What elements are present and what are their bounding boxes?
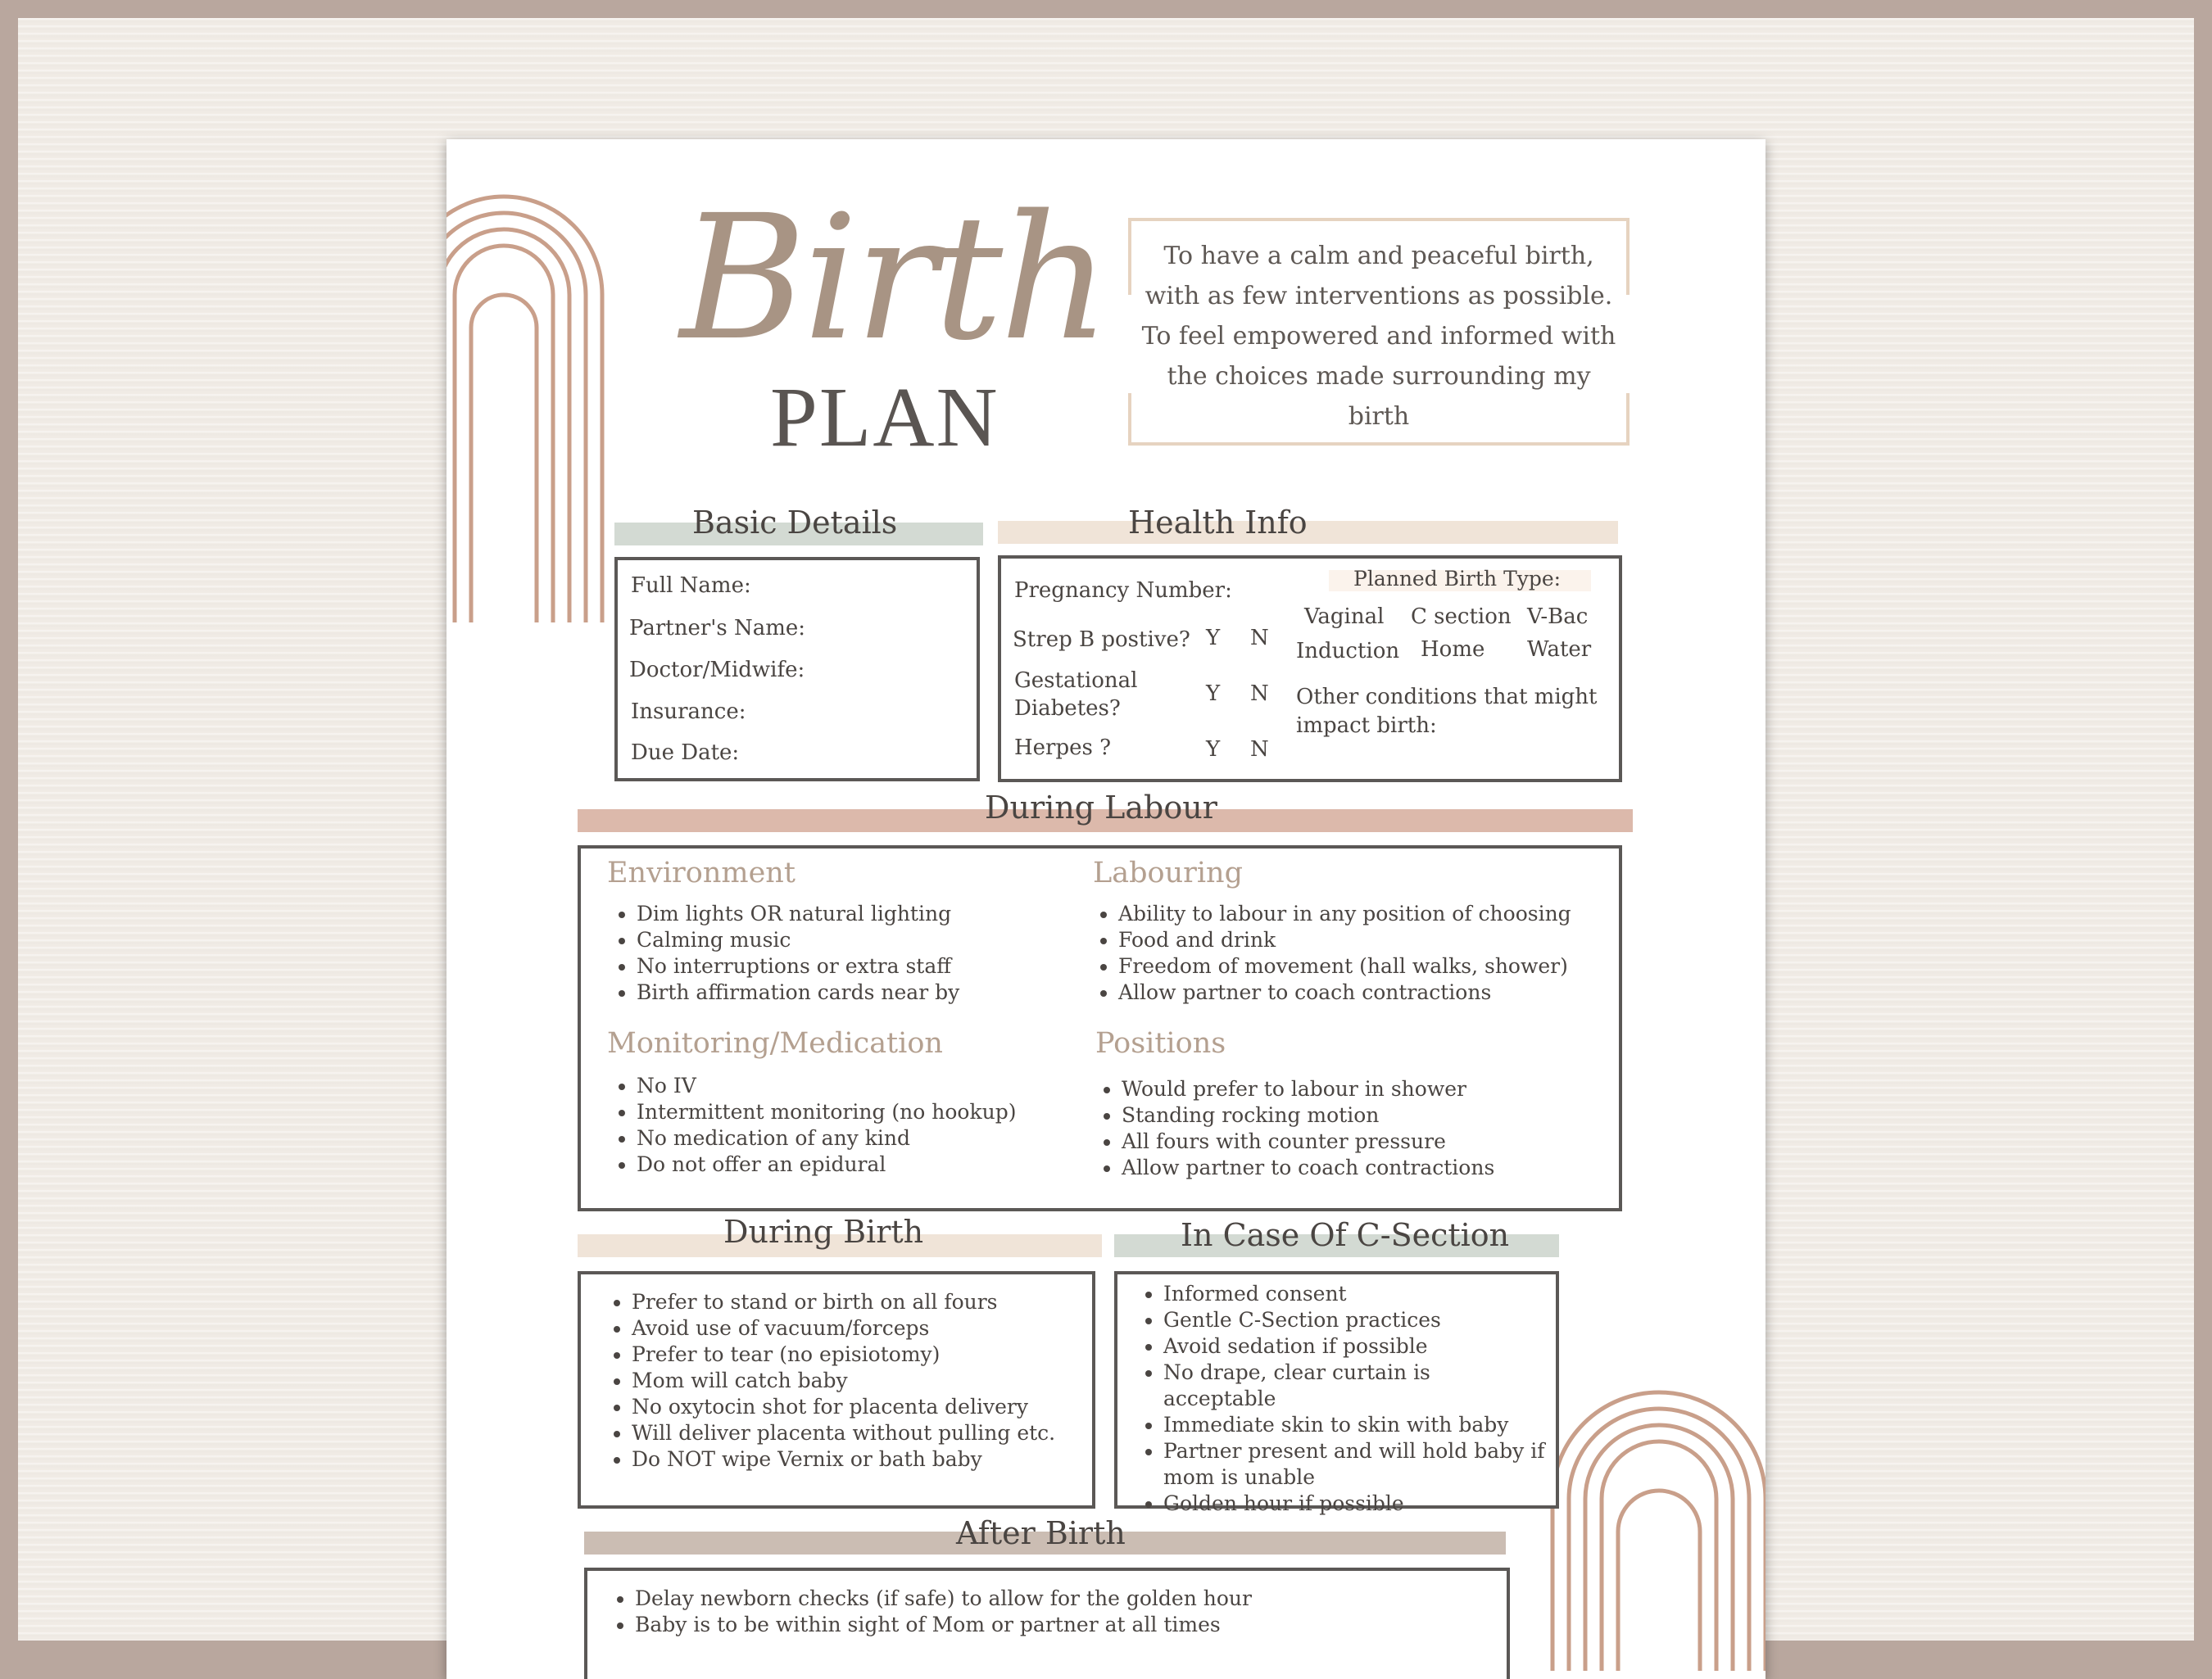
insurance-field[interactable]: Insurance:: [631, 699, 746, 724]
after-birth-title: After Birth: [956, 1515, 1126, 1551]
gestational-diabetes-label: Gestational Diabetes?: [1014, 668, 1138, 721]
during-birth-box: [578, 1271, 1095, 1509]
list-item: • Mom will catch baby: [632, 1368, 1055, 1394]
list-item: • Would prefer to labour in shower: [1122, 1076, 1494, 1102]
labouring-heading: Labouring: [1093, 857, 1243, 889]
birth-plan-page: [446, 139, 1766, 1679]
herpes-no[interactable]: N: [1250, 737, 1269, 762]
list-item: • Do not offer an epidural: [637, 1152, 1016, 1178]
health-info-box: [998, 555, 1622, 782]
birth-type-home[interactable]: Home: [1421, 637, 1485, 662]
list-item: • Standing rocking motion: [1122, 1102, 1494, 1129]
labouring-list: [1090, 901, 1571, 1006]
list-item: • Gentle C-Section practices: [1163, 1307, 1548, 1333]
list-item: • Ability to labour in any position of choosing: [1118, 901, 1571, 927]
basic-details-box: [614, 557, 980, 781]
list-item: • No drape, clear curtain is acceptable: [1163, 1360, 1548, 1412]
list-item: • Do NOT wipe Vernix or bath baby: [632, 1446, 1055, 1473]
basic-details-title: Basic Details: [692, 505, 898, 541]
birth-goal-text: To have a calm and peaceful birth, with as few interventions as possible. To feel empowered and informed with the choices made surrounding my birth: [1141, 242, 1616, 431]
list-item: • All fours with counter pressure: [1122, 1129, 1494, 1155]
strep-b-label: Strep B postive?: [1013, 627, 1190, 652]
title-birth-script: Birth: [680, 178, 1108, 378]
list-item: • Prefer to tear (no episiotomy): [632, 1342, 1055, 1368]
birth-goal-box: [1128, 218, 1630, 446]
list-item: • Baby is to be within sight of Mom or partner at all times: [635, 1612, 1252, 1638]
monitoring-medication-list: [609, 1073, 1016, 1178]
environment-heading: Environment: [607, 857, 796, 889]
list-item: • Delay newborn checks (if safe) to allow for the golden hour: [635, 1586, 1252, 1612]
list-item: • Avoid use of vacuum/forceps: [632, 1315, 1055, 1342]
list-item: • No IV: [637, 1073, 1016, 1099]
list-item: • Food and drink: [1118, 927, 1571, 953]
list-item: • Prefer to stand or birth on all fours: [632, 1289, 1055, 1315]
list-item: • Freedom of movement (hall walks, shower): [1118, 953, 1571, 980]
list-item: • Dim lights OR natural lighting: [637, 901, 959, 927]
full-name-field[interactable]: Full Name:: [631, 573, 751, 598]
birth-type-vaginal[interactable]: Vaginal: [1304, 604, 1385, 629]
birth-type-induction[interactable]: Induction: [1296, 639, 1400, 663]
list-item: • Partner present and will hold baby if mom is unable: [1163, 1438, 1548, 1491]
health-info-title: Health Info: [1128, 505, 1308, 541]
c-section-box: [1114, 1271, 1559, 1515]
environment-list: [609, 901, 959, 1006]
herpes-yes[interactable]: Y: [1206, 737, 1221, 762]
list-item: • Informed consent: [1163, 1281, 1548, 1307]
birth-type-water[interactable]: Water: [1527, 637, 1592, 662]
c-section-title: In Case Of C-Section: [1181, 1217, 1510, 1253]
list-item: • Birth affirmation cards near by: [637, 980, 959, 1006]
gestational-diabetes-yes[interactable]: Y: [1206, 681, 1221, 706]
strep-b-yes[interactable]: Y: [1206, 626, 1221, 650]
gestational-diabetes-no[interactable]: N: [1250, 681, 1269, 706]
herpes-label: Herpes ?: [1014, 735, 1112, 760]
list-item: • Intermittent monitoring (no hookup): [637, 1099, 1016, 1125]
list-item: • Immediate skin to skin with baby: [1163, 1412, 1548, 1438]
due-date-field[interactable]: Due Date:: [631, 740, 740, 765]
planned-birth-type-label: Planned Birth Type:: [1353, 567, 1562, 591]
list-item: • No medication of any kind: [637, 1125, 1016, 1152]
strep-b-no[interactable]: N: [1250, 626, 1269, 650]
birth-type-v-bac[interactable]: V-Bac: [1527, 604, 1589, 629]
monitoring-medication-heading: Monitoring/Medication: [607, 1027, 943, 1060]
during-labour-box: [578, 845, 1622, 1211]
other-conditions-field[interactable]: Other conditions that might impact birth:: [1296, 685, 1598, 738]
list-item: • Will deliver placenta without pulling etc.: [632, 1420, 1055, 1446]
birth-type-c-section[interactable]: C section: [1411, 604, 1512, 629]
during-birth-title: During Birth: [723, 1214, 924, 1250]
list-item: • Allow partner to coach contractions: [1122, 1155, 1494, 1181]
c-section-list: [1135, 1281, 1548, 1517]
list-item: • No interruptions or extra staff: [637, 953, 959, 980]
list-item: • Avoid sedation if possible: [1163, 1333, 1548, 1360]
after-birth-list: [607, 1586, 1252, 1638]
during-labour-title: During Labour: [985, 790, 1217, 826]
doctor-midwife-field[interactable]: Doctor/Midwife:: [629, 658, 805, 682]
positions-list: [1094, 1076, 1494, 1181]
positions-heading: Positions: [1095, 1027, 1226, 1060]
pregnancy-number-field[interactable]: Pregnancy Number:: [1014, 578, 1232, 603]
title-plan: PLAN: [770, 370, 999, 464]
partner-name-field[interactable]: Partner's Name:: [629, 616, 806, 640]
during-birth-list: [604, 1289, 1055, 1473]
list-item: • Allow partner to coach contractions: [1118, 980, 1571, 1006]
list-item: • Golden hour if possible: [1163, 1491, 1548, 1517]
list-item: • Calming music: [637, 927, 959, 953]
after-birth-box: [584, 1568, 1510, 1679]
health-info-bar: [998, 521, 1618, 544]
list-item: • No oxytocin shot for placenta delivery: [632, 1394, 1055, 1420]
